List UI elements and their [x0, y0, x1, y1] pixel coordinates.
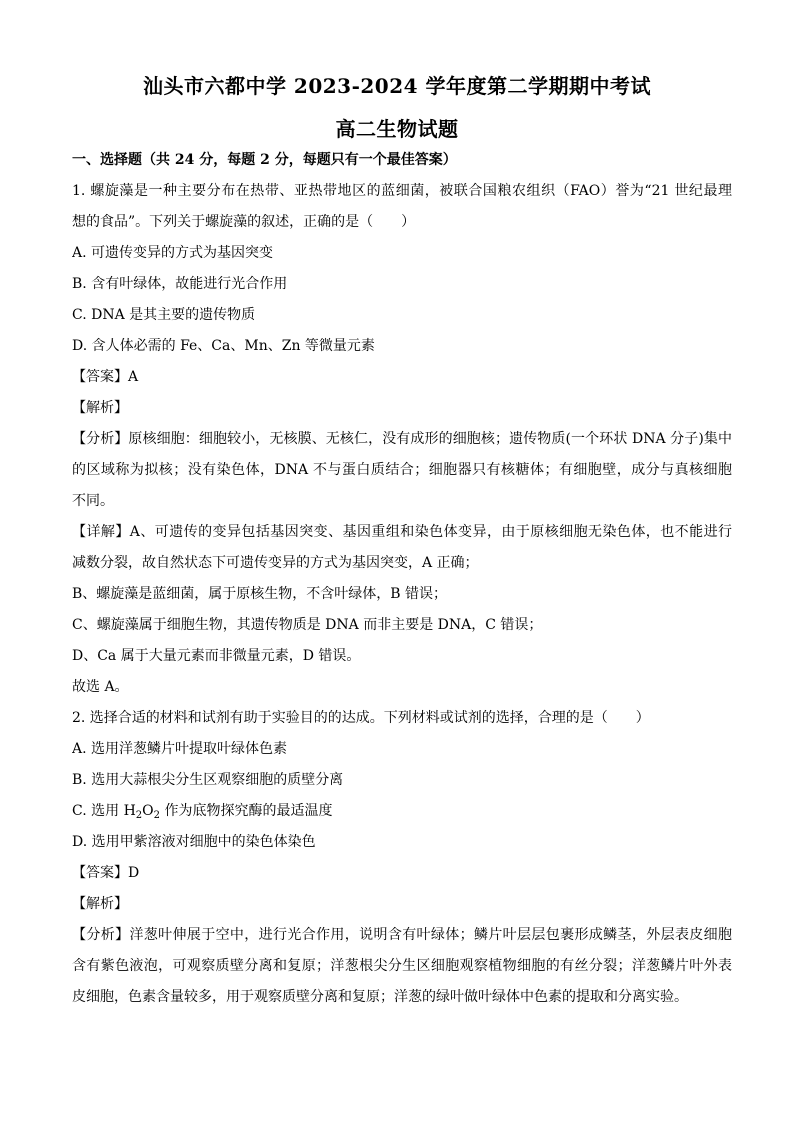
- q1-fenxi-line-2: 的区域称为拟核；没有染色体，DNA 不与蛋白质结合；细胞器只有核糖体；有细胞壁，成分与真核细胞: [72, 462, 732, 478]
- option-c-subscript-1: 2: [135, 810, 143, 821]
- fenxi-text: 原核细胞：细胞较小，无核膜、无核仁，没有成形的细胞核；遗传物质(一个环状 DNA 分子)集中: [128, 431, 732, 447]
- q1-fenxi-line-3: 不同。: [72, 493, 114, 509]
- q2-option-d: D. 选用甲紫溶液对细胞中的染色体染色: [72, 834, 316, 850]
- exam-subtitle: 高二生物试题: [335, 117, 459, 141]
- q1-xiangjie-line-1: [72, 522, 732, 542]
- q2-stem: 2. 选择合适的材料和试剂有助于实验目的的达成。下列材料或试剂的选择，合理的是（ ）: [72, 710, 650, 726]
- q1-fenxi-line-1: [72, 429, 732, 449]
- q1-xiangjie-line-5: D、Ca 属于大量元素而非微量元素，D 错误。: [72, 648, 361, 664]
- fenxi-text: 洋葱叶伸展于空中，进行光合作用，说明含有叶绿体；鳞片叶层层包裹形成鳞茎，外层表皮细胞: [129, 927, 732, 943]
- q2-answer: [72, 863, 732, 883]
- q1-stem-line-2: 想的食品”。下列关于螺旋藻的叙述，正确的是（ ）: [72, 214, 416, 230]
- answer-value: A: [128, 369, 139, 385]
- q2-fenxi-line-2: 含有紫色液泡，可观察质壁分离和复原；洋葱根尖分生区细胞观察植物细胞的有丝分裂；洋葱鳞片叶外表: [72, 958, 732, 974]
- q2-fenxi-line-3: 皮细胞，色素含量较多，用于观察质壁分离和复原；洋葱的绿叶做叶绿体中色素的提取和分离实验。: [72, 989, 688, 1005]
- q1-conclusion: 故选 A。: [72, 679, 129, 695]
- q2-analysis-tag: 【解析】: [72, 896, 128, 912]
- q2-option-b: B. 选用大蒜根尖分生区观察细胞的质壁分离: [72, 772, 344, 788]
- q1-answer: [72, 367, 732, 387]
- q1-analysis-tag: 【解析】: [72, 400, 128, 416]
- q2-option-a: A. 选用洋葱鳞片叶提取叶绿体色素: [72, 741, 288, 757]
- fenxi-tag: 【分析】: [72, 927, 130, 943]
- q1-xiangjie-line-2: 减数分裂，故自然状态下可遗传变异的方式为基因突变，A 正确；: [72, 555, 479, 571]
- xiangjie-text: A、可遗传的变异包括基因突变、基因重组和染色体变异，由于原核细胞无染色体，也不能进行: [129, 524, 732, 540]
- fenxi-tag: 【分析】: [72, 431, 129, 447]
- q1-xiangjie-line-4: C、螺旋藻属于细胞生物，其遗传物质是 DNA 而非主要是 DNA，C 错误；: [72, 617, 543, 633]
- q1-option-a: A. 可遗传变异的方式为基因突变: [72, 245, 274, 261]
- section-heading: 一、选择题（共 24 分，每题 2 分，每题只有一个最佳答案）: [72, 152, 457, 168]
- option-c-suffix: 作为底物探究酶的最适温度: [160, 803, 333, 819]
- q1-stem-line-1: 1. 螺旋藻是一种主要分布在热带、亚热带地区的蓝细菌，被联合国粮农组织（FAO）誉为“21 世纪最理: [72, 183, 732, 199]
- option-c-subscript-2: 2: [153, 810, 161, 821]
- q2-fenxi-line-1: [72, 925, 732, 945]
- option-c-mid: O: [142, 803, 154, 819]
- exam-title: 汕头市六都中学 2023-2024 学年度第二学期期中考试: [142, 74, 652, 98]
- answer-value: D: [128, 865, 140, 881]
- q1-xiangjie-line-3: B、螺旋藻是蓝细菌，属于原核生物，不含叶绿体，B 错误；: [72, 586, 448, 602]
- q1-option-c: C. DNA 是其主要的遗传物质: [72, 307, 256, 323]
- answer-tag: 【答案】: [72, 865, 128, 881]
- xiangjie-tag: 【详解】: [72, 524, 130, 540]
- option-c-prefix: C. 选用 H: [72, 803, 136, 819]
- q2-option-c: [72, 801, 732, 821]
- answer-tag: 【答案】: [72, 369, 128, 385]
- q1-option-d: D. 含人体必需的 Fe、Ca、Mn、Zn 等微量元素: [72, 338, 375, 354]
- q1-option-b: B. 含有叶绿体，故能进行光合作用: [72, 276, 288, 292]
